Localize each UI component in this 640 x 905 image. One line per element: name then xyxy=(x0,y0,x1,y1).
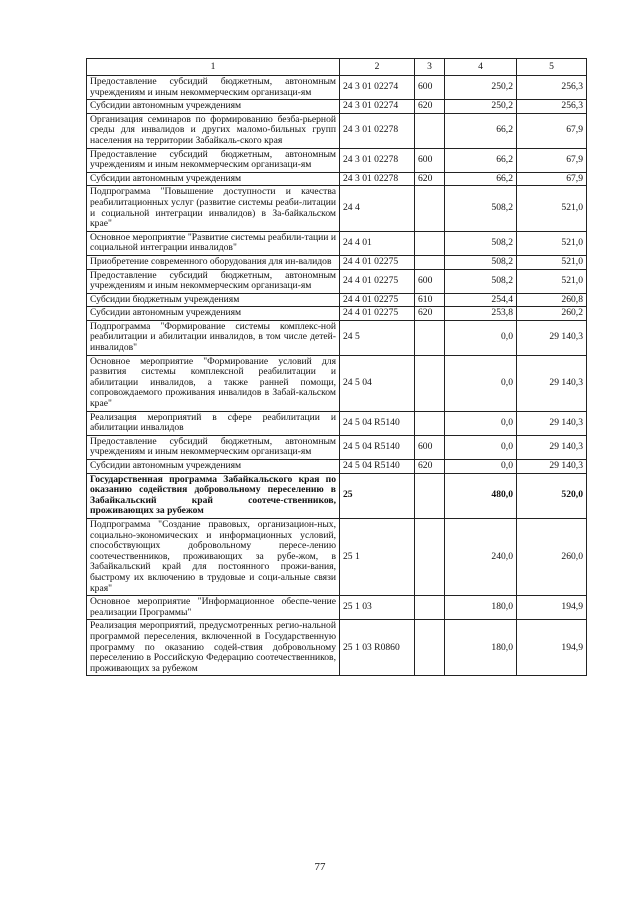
row-expense-type xyxy=(415,113,445,148)
row-value-year2: 29 140,3 xyxy=(517,435,587,459)
row-value-year1: 480,0 xyxy=(445,473,517,518)
header-cell-5: 5 xyxy=(517,59,587,76)
row-expense-type xyxy=(415,518,445,595)
row-expense-type xyxy=(415,320,445,355)
table-row xyxy=(87,518,587,595)
header-cell-1: 1 xyxy=(87,59,340,76)
header-cell-3: 3 xyxy=(415,59,445,76)
row-value-year2: 29 140,3 xyxy=(517,355,587,411)
row-code: 24 5 04 xyxy=(340,355,415,411)
row-name: Основное мероприятие "Развитие системы реабили-тации и социальной интеграции инвалидов" xyxy=(87,231,340,255)
row-value-year1: 66,2 xyxy=(445,113,517,148)
row-name: Предоставление субсидий бюджетным, автономным учреждениям и иным некоммерческим организаци-ям xyxy=(87,269,340,293)
row-value-year1: 0,0 xyxy=(445,460,517,474)
row-name: Предоставление субсидий бюджетным, автономным учреждениям и иным некоммерческим организаци-ям xyxy=(87,435,340,459)
row-code: 24 4 xyxy=(340,186,415,231)
row-code: 25 1 xyxy=(340,518,415,595)
row-value-year2: 67,9 xyxy=(517,113,587,148)
row-expense-type xyxy=(415,355,445,411)
row-value-year1: 66,2 xyxy=(445,148,517,172)
row-value-year2: 260,8 xyxy=(517,293,587,307)
row-value-year1: 180,0 xyxy=(445,620,517,676)
row-name: Предоставление субсидий бюджетным, автономным учреждениям и иным некоммерческим организаци-ям xyxy=(87,148,340,172)
row-value-year1: 508,2 xyxy=(445,255,517,269)
row-code: 24 5 04 R5140 xyxy=(340,435,415,459)
row-value-year1: 66,2 xyxy=(445,172,517,186)
row-value-year1: 0,0 xyxy=(445,355,517,411)
header-cell-2: 2 xyxy=(340,59,415,76)
budget-table xyxy=(86,58,587,676)
row-name: Основное мероприятие "Формирование условий для развития системы комплексной реабилитации и абилитации инвалидов, а также ранней помощи, сопровождаемого проживания инвалидов в Забай-кальском крае" xyxy=(87,355,340,411)
row-expense-type: 610 xyxy=(415,293,445,307)
row-code: 24 4 01 02275 xyxy=(340,307,415,321)
row-code: 24 3 01 02274 xyxy=(340,76,415,100)
row-name: Субсидии автономным учреждениям xyxy=(87,172,340,186)
row-name: Реализация мероприятий в сфере реабилитации и абилитации инвалидов xyxy=(87,411,340,435)
table-row xyxy=(87,186,587,231)
row-value-year2: 67,9 xyxy=(517,172,587,186)
row-value-year2: 256,3 xyxy=(517,100,587,114)
row-expense-type: 620 xyxy=(415,100,445,114)
row-value-year2: 521,0 xyxy=(517,255,587,269)
row-name: Субсидии автономным учреждениям xyxy=(87,307,340,321)
table-row xyxy=(87,255,587,269)
row-name: Основное мероприятие "Информационное обеспе-чение реализации Программы" xyxy=(87,596,340,620)
row-code: 24 5 xyxy=(340,320,415,355)
row-value-year2: 521,0 xyxy=(517,231,587,255)
table-row xyxy=(87,620,587,676)
row-name: Подпрограмма "Формирование системы комплекс-ной реабилитации и абилитации инвалидов, в том числе детей-инвалидов" xyxy=(87,320,340,355)
row-value-year1: 508,2 xyxy=(445,269,517,293)
row-value-year2: 260,2 xyxy=(517,307,587,321)
row-name: Государственная программа Забайкальского края по оказанию содействия добровольному переселению в Забайкальский край соотече-ственников, проживающих за рубежом xyxy=(87,473,340,518)
row-expense-type xyxy=(415,473,445,518)
table-row xyxy=(87,172,587,186)
table-row xyxy=(87,435,587,459)
row-value-year1: 240,0 xyxy=(445,518,517,595)
row-code: 24 3 01 02278 xyxy=(340,172,415,186)
row-value-year2: 194,9 xyxy=(517,596,587,620)
row-code: 24 5 04 R5140 xyxy=(340,411,415,435)
row-name: Реализация мероприятий, предусмотренных регио-нальной программой переселения, включенной в Государственную программу по оказанию содей-ствия добровольному переселению в Российскую Федерацию соотечественников, проживающих за рубежом xyxy=(87,620,340,676)
table-row xyxy=(87,460,587,474)
row-value-year1: 180,0 xyxy=(445,596,517,620)
row-value-year2: 256,3 xyxy=(517,76,587,100)
row-value-year2: 29 140,3 xyxy=(517,460,587,474)
page-number: 77 xyxy=(314,861,326,873)
row-value-year2: 29 140,3 xyxy=(517,411,587,435)
row-code: 24 4 01 02275 xyxy=(340,293,415,307)
table-row xyxy=(87,269,587,293)
row-code: 24 3 01 02274 xyxy=(340,100,415,114)
row-name: Субсидии автономным учреждениям xyxy=(87,460,340,474)
header-row xyxy=(87,59,587,76)
table-row xyxy=(87,596,587,620)
header-cell-4: 4 xyxy=(445,59,517,76)
row-code: 24 3 01 02278 xyxy=(340,113,415,148)
row-value-year1: 254,4 xyxy=(445,293,517,307)
row-expense-type: 600 xyxy=(415,76,445,100)
row-expense-type: 600 xyxy=(415,435,445,459)
row-expense-type xyxy=(415,255,445,269)
row-name: Субсидии бюджетным учреждениям xyxy=(87,293,340,307)
row-code: 24 4 01 xyxy=(340,231,415,255)
row-value-year1: 0,0 xyxy=(445,411,517,435)
row-value-year2: 29 140,3 xyxy=(517,320,587,355)
row-code: 25 xyxy=(340,473,415,518)
table-row xyxy=(87,355,587,411)
row-expense-type: 620 xyxy=(415,460,445,474)
row-name: Организация семинаров по формированию безба-рьерной среды для инвалидов и других маломо-бильных групп населения на территории Забайкаль-ского края xyxy=(87,113,340,148)
row-value-year1: 508,2 xyxy=(445,231,517,255)
row-expense-type xyxy=(415,231,445,255)
row-name: Приобретение современного оборудования для ин-валидов xyxy=(87,255,340,269)
row-value-year2: 260,0 xyxy=(517,518,587,595)
row-value-year2: 520,0 xyxy=(517,473,587,518)
row-value-year2: 521,0 xyxy=(517,186,587,231)
table-row xyxy=(87,320,587,355)
table-row xyxy=(87,293,587,307)
row-code: 25 1 03 R0860 xyxy=(340,620,415,676)
row-name: Подпрограмма "Повышение доступности и качества реабилитационных услуг (развитие системы реаби-литации и социальной интеграции инвалидов) в За-байкальском крае" xyxy=(87,186,340,231)
row-code: 24 3 01 02278 xyxy=(340,148,415,172)
row-value-year1: 250,2 xyxy=(445,100,517,114)
row-value-year1: 0,0 xyxy=(445,435,517,459)
row-value-year2: 67,9 xyxy=(517,148,587,172)
table-row xyxy=(87,76,587,100)
row-value-year2: 521,0 xyxy=(517,269,587,293)
table-row xyxy=(87,231,587,255)
row-name: Предоставление субсидий бюджетным, автономным учреждениям и иным некоммерческим организаци-ям xyxy=(87,76,340,100)
row-expense-type xyxy=(415,186,445,231)
row-code: 24 5 04 R5140 xyxy=(340,460,415,474)
row-value-year1: 253,8 xyxy=(445,307,517,321)
row-code: 24 4 01 02275 xyxy=(340,269,415,293)
row-value-year1: 0,0 xyxy=(445,320,517,355)
row-expense-type: 620 xyxy=(415,307,445,321)
row-expense-type: 620 xyxy=(415,172,445,186)
row-value-year1: 508,2 xyxy=(445,186,517,231)
row-expense-type: 600 xyxy=(415,269,445,293)
row-name: Подпрограмма "Создание правовых, организацион-ных, социально-экономических и информационных условий, способствующих добровольному пересе-лению соотечественников, проживающих за рубе-жом, в Забайкальский край для постоянного прожи-вания, быстрому их включению в трудовые и соци-альные связи края" xyxy=(87,518,340,595)
row-value-year1: 250,2 xyxy=(445,76,517,100)
table-row xyxy=(87,411,587,435)
row-expense-type: 600 xyxy=(415,148,445,172)
row-expense-type xyxy=(415,620,445,676)
table-row xyxy=(87,113,587,148)
row-code: 24 4 01 02275 xyxy=(340,255,415,269)
row-expense-type xyxy=(415,411,445,435)
row-code: 25 1 03 xyxy=(340,596,415,620)
table-row xyxy=(87,473,587,518)
table-row xyxy=(87,148,587,172)
table-row xyxy=(87,100,587,114)
row-value-year2: 194,9 xyxy=(517,620,587,676)
table-row xyxy=(87,307,587,321)
row-name: Субсидии автономным учреждениям xyxy=(87,100,340,114)
row-expense-type xyxy=(415,596,445,620)
